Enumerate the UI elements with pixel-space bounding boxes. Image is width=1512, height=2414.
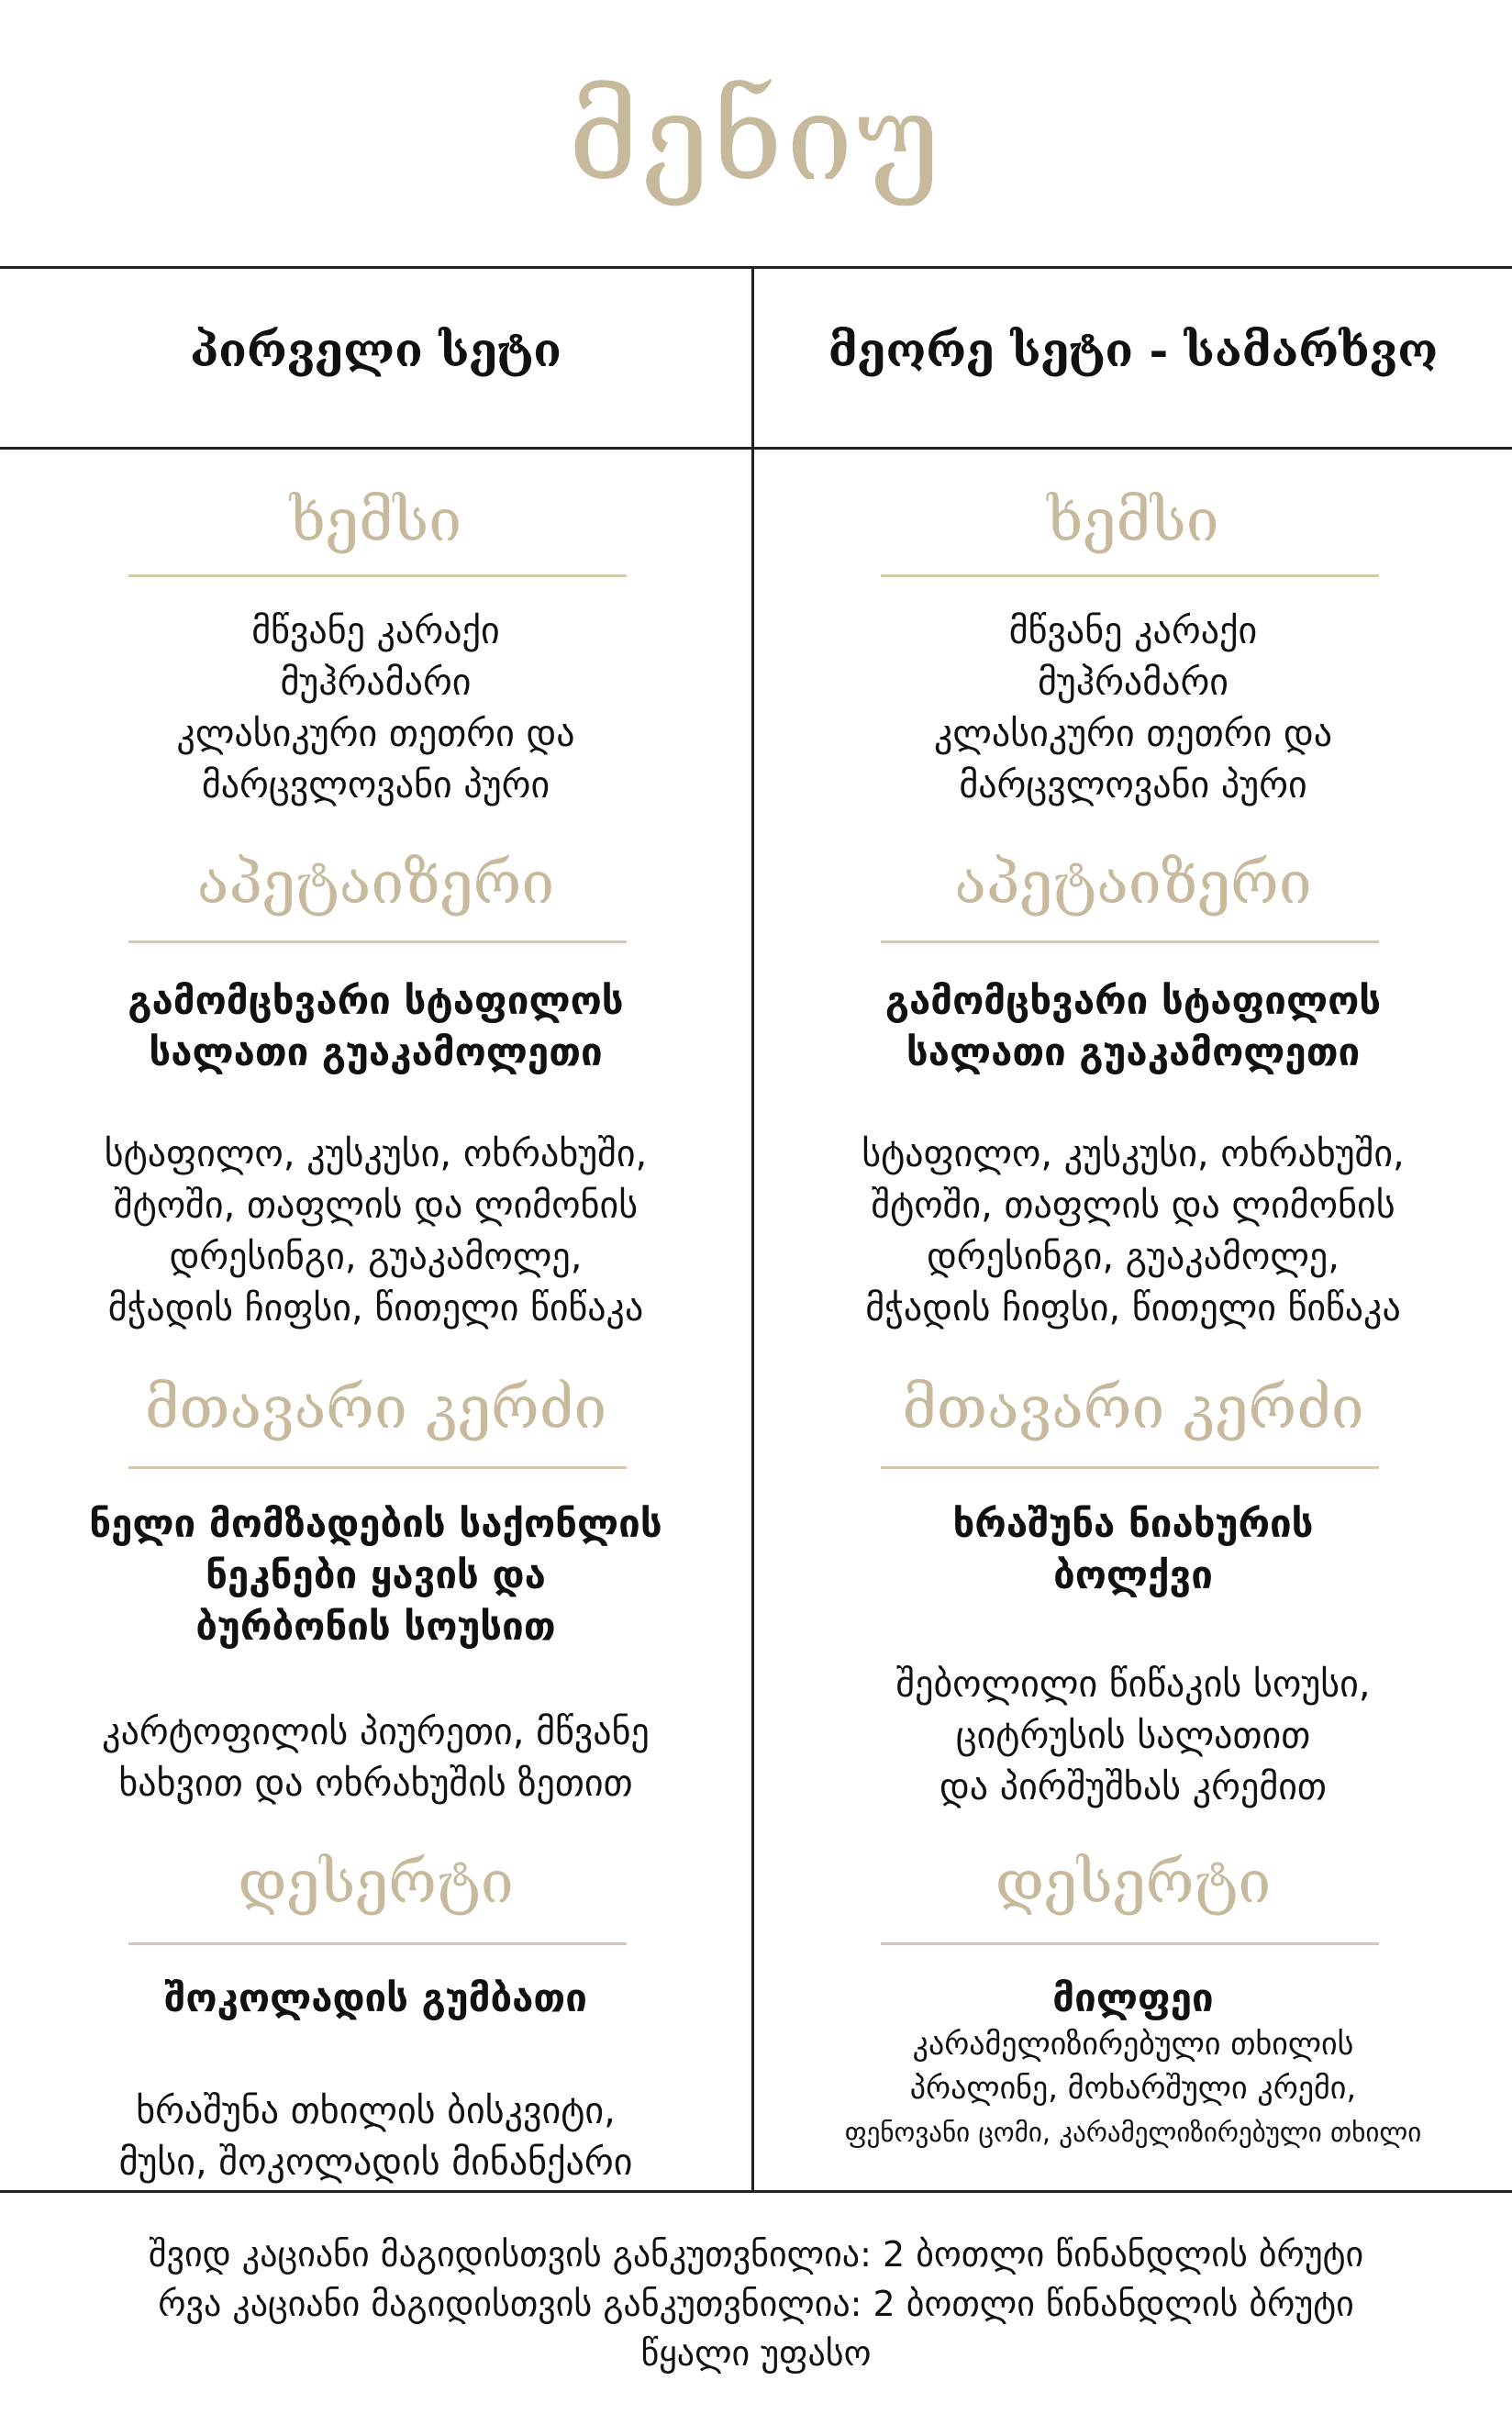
section-rule [881, 1466, 1379, 1469]
set-title: პირველი სეტი [190, 323, 561, 377]
section-title-dessert: დესერტი [238, 1849, 514, 1917]
footer-line: წყალი უფასო [640, 2333, 872, 2374]
menu-title: მენიუ [568, 68, 944, 207]
main-dish: ნელი მომზადების საქონლის ნეკნები ყავის და ბურბონის სოუსით [89, 1501, 662, 1649]
dessert-dish: მილფეი [1052, 1975, 1214, 2020]
header-divider [0, 447, 1512, 450]
section-rule [881, 574, 1379, 577]
main-description: შებოლილი წიწაკის სოუსი, ციტრუსის სალათით და პირშუშხას კრემით [895, 1663, 1371, 1808]
section-title-appetizer: აპეტაიზერი [196, 850, 555, 918]
section-title-appetizer: აპეტაიზერი [954, 850, 1312, 918]
section-rule [128, 1466, 627, 1469]
bread-items: მწვანე კარაქი მუჰრამარი კლასიკური თეთრი და მარცვლოვანი პური [933, 610, 1333, 807]
bread-items: მწვანე კარაქი მუჰრამარი კლასიკური თეთრი და მარცვლოვანი პური [176, 610, 575, 807]
top-divider [0, 266, 1512, 269]
section-title-bread: ხემსი [289, 487, 462, 555]
appetizer-description: სტაფილო, კუსკუსი, ოხრახუში, შტოში, თაფლის და ლიმონის დრესინგი, გუაკამოლე, მჭადის ჩიფსი, წითელი წიწაკა [104, 1133, 648, 1329]
dessert-description: ხრაშუნა თხილის ბისკვიტი, მუსი, შოკოლადის მინანქარი [118, 2090, 633, 2184]
set-title: მეორე სეტი - სამარხვო [828, 323, 1439, 377]
section-rule [128, 1942, 627, 1945]
footer-line: რვა კაციანი მაგიდისთვის განკუთვნილია: 2 ბოთლი წინანდლის ბრუტი [158, 2284, 1354, 2324]
section-rule [128, 574, 627, 577]
dessert-dish: შოკოლადის გუმბათი [164, 1975, 587, 2020]
main-description: კარტოფილის პიურეთი, მწვანე ხახვით და ოხრახუშის ზეთით [102, 1711, 650, 1805]
dessert-description: კარამელიზირებული თხილის პრალინე, მოხარშული კრემი, [909, 2026, 1357, 2107]
dessert-description-extra: ფენოვანი ცომი, კარამელიზირებული თხილი [844, 2117, 1422, 2148]
footer-notes [0, 2230, 1512, 2378]
section-rule [881, 1942, 1379, 1945]
section-rule [128, 940, 627, 943]
main-dish: ხრაშუნა ნიახურის ბოლქვი [952, 1501, 1314, 1597]
footer-line: შვიდ კაციანი მაგიდისთვის განკუთვნილია: 2 ბოთლი წინანდლის ბრუტი [148, 2234, 1364, 2275]
appetizer-description: სტაფილო, კუსკუსი, ოხრახუში, შტოში, თაფლის და ლიმონის დრესინგი, გუაკამოლე, მჭადის ჩიფსი, წითელი წიწაკა [862, 1133, 1405, 1329]
appetizer-dish: გამომცხვარი სტაფილოს სალათი გუაკამოლეთი [128, 978, 624, 1074]
section-title-main: მთავარი კერძი [144, 1374, 607, 1442]
section-title-main: მთავარი კერძი [902, 1374, 1364, 1442]
appetizer-dish: გამომცხვარი სტაფილოს სალათი გუაკამოლეთი [884, 978, 1382, 1074]
section-rule [881, 940, 1379, 943]
bottom-divider [0, 2190, 1512, 2193]
section-title-bread: ხემსი [1047, 487, 1219, 555]
section-title-dessert: დესერტი [995, 1849, 1272, 1917]
